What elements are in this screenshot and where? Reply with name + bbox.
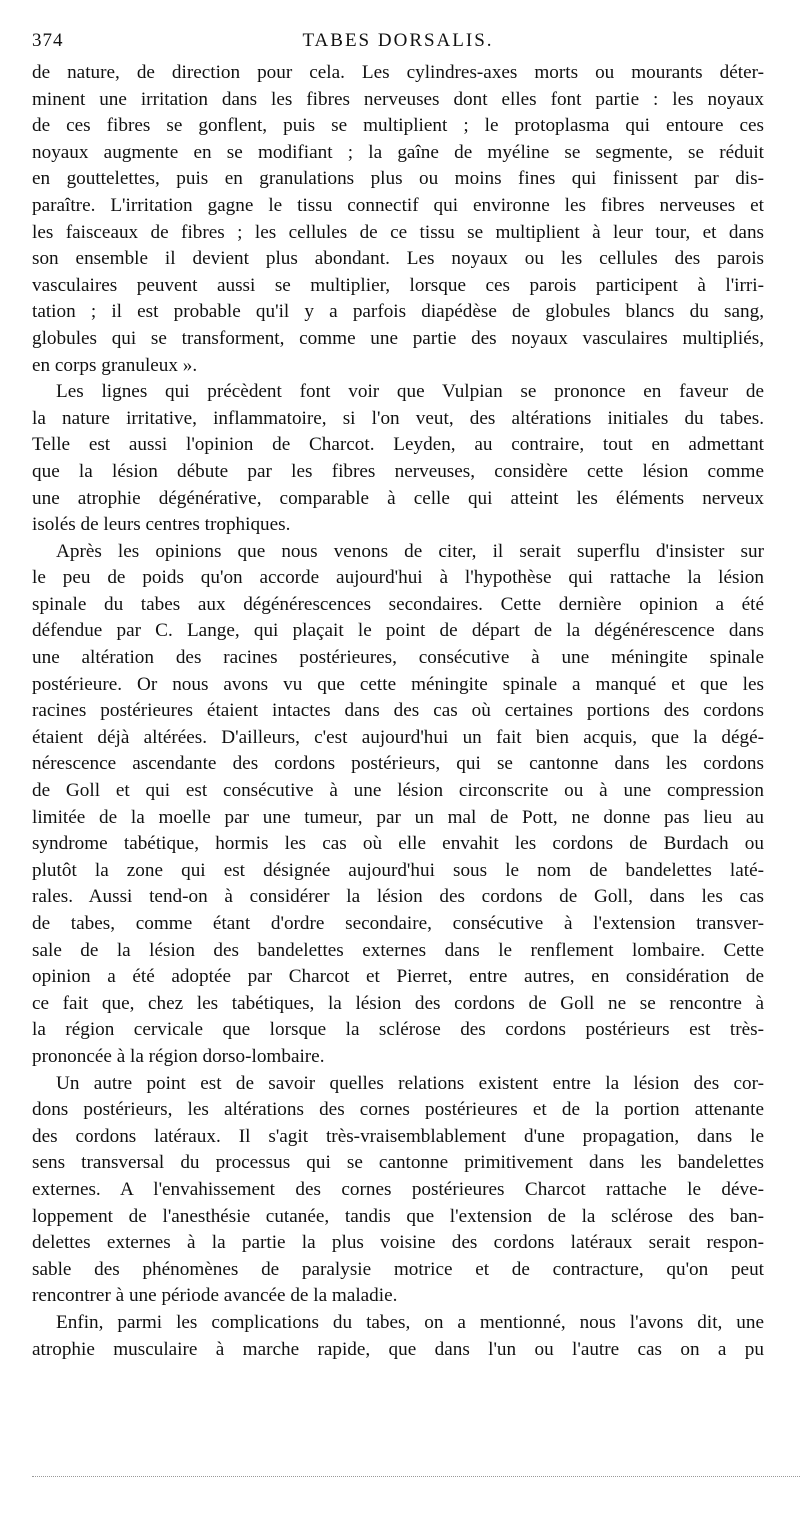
text-line: Telle est aussi l'opinion de Charcot. Leyden, au contraire, tout en admettant	[32, 434, 764, 456]
text-line: de tabes, comme étant d'ordre secondaire, consécutive à l'extension transver-	[32, 913, 764, 934]
footer-rule	[32, 1476, 800, 1478]
text-line: le peu de poids qu'on accorde aujourd'hui à l'hypothèse qui rattache la lésion	[32, 567, 764, 589]
text-line: syndrome tabétique, hormis les cas où elle envahit les cordons de Burdach ou	[32, 833, 764, 855]
text-line: racines postérieures étaient intactes dans des cas où certaines portions des cordons	[32, 700, 764, 722]
text-line: la région cervicale que lorsque la sclérose des cordons postérieurs est très-	[32, 1019, 764, 1041]
text-line: nérescence ascendante des cordons postérieurs, qui se cantonne dans les cordons	[32, 753, 764, 775]
text-line: globules qui se transforment, comme une partie des noyaux vasculaires multipliés,	[32, 327, 764, 349]
text-line: spinale du tabes aux dégénérescences secondaires. Cette dernière opinion a été	[32, 593, 764, 615]
text-line: Après les opinions que nous venons de citer, il serait superflu d'insister sur	[56, 540, 764, 562]
text-line: en gouttelettes, puis en granulations plus ou moins fines qui finissent par dis-	[32, 168, 764, 190]
text-line: que la lésion débute par les fibres nerveuses, considère cette lésion comme	[32, 460, 764, 482]
text-line: Enfin, parmi les complications du tabes, on a mentionné, nous l'avons dit, une	[56, 1311, 764, 1333]
text-line: tation ; il est probable qu'il y a parfois diapédèse de globules blancs du sang,	[32, 301, 764, 323]
page	[32, 26, 764, 1363]
running-header	[32, 26, 764, 54]
text-line: étaient déjà altérées. D'ailleurs, c'est aujourd'hui un fait bien acquis, que la dégé-	[32, 726, 764, 748]
text-line: postérieure. Or nous avons vu que cette méningite spinale a manqué et que les	[32, 673, 764, 695]
text-line: Un autre point est de savoir quelles relations existent entre la lésion des cor-	[56, 1072, 764, 1094]
text-line: minent une irritation dans les fibres nerveuses dont elles font partie : les noyaux	[32, 88, 764, 110]
text-line: rencontrer à une période avancée de la maladie.	[32, 1285, 398, 1307]
text-line: externes. A l'envahissement des cornes postérieures Charcot rattache le déve-	[32, 1178, 764, 1200]
text-line: prononcée à la région dorso-lombaire.	[32, 1045, 325, 1067]
text-line: défendue par C. Lange, qui plaçait le point de départ de la dégénérescence dans	[32, 620, 764, 642]
text-line: de ces fibres se gonflent, puis se multiplient ; le protoplasma qui entoure ces	[32, 115, 764, 137]
text-line: son ensemble il devient plus abondant. Les noyaux ou les cellules des parois	[32, 248, 764, 270]
text-line: delettes externes à la partie la plus voisine des cordons latéraux serait respon-	[32, 1232, 764, 1254]
text-line: des cordons latéraux. Il s'agit très-vraisemblablement d'une propagation, dans le	[32, 1125, 764, 1147]
text-line: plutôt la zone qui est désignée aujourd'hui sous le nom de bandelettes laté-	[32, 859, 764, 881]
text-line: sable des phénomènes de paralysie motrice et de contracture, qu'on peut	[32, 1258, 764, 1280]
text-line: dons postérieurs, les altérations des cornes postérieures et de la portion attenante	[32, 1099, 764, 1121]
page-number: 374	[32, 30, 64, 51]
text-line: la nature irritative, inflammatoire, si l'on veut, des altérations initiales du tabes.	[32, 407, 764, 429]
text-line: en corps granuleux ».	[32, 354, 198, 376]
text-line: opinion a été adoptée par Charcot et Pierret, entre autres, en considération de	[32, 966, 764, 988]
text-line: de Goll et qui est consécutive à une lésion circonscrite ou à une compression	[32, 780, 764, 802]
text-line: une altération des racines postérieures, consécutive à une méningite spinale	[32, 647, 764, 669]
text-line: ce fait que, chez les tabétiques, la lésion des cordons de Goll ne se rencontre à	[32, 992, 764, 1014]
text-line: de nature, de direction pour cela. Les cylindres-axes morts ou mourants déter-	[32, 62, 764, 83]
text-line: noyaux augmente en se modifiant ; la gaîne de myéline se segmente, se réduit	[32, 141, 764, 163]
text-line: vasculaires peuvent aussi se multiplier, lorsque ces parois participent à l'irri-	[32, 274, 764, 296]
text-line: rales. Aussi tend-on à considérer la lésion des cordons de Goll, dans les cas	[32, 886, 764, 908]
text-line: les faisceaux de fibres ; les cellules de ce tissu se multiplient à leur tour, et dans	[32, 221, 764, 243]
text-line: paraître. L'irritation gagne le tissu connectif qui environne les fibres nerveuses et	[32, 194, 764, 216]
text-line: une atrophie dégénérative, comparable à celle qui atteint les éléments nerveux	[32, 487, 764, 509]
body-text	[32, 60, 764, 1363]
text-line: sale de la lésion des bandelettes externes dans le renflement lombaire. Cette	[32, 939, 764, 961]
text-line: Les lignes qui précèdent font voir que Vulpian se prononce en faveur de	[56, 381, 764, 403]
text-line: sens transversal du processus qui se cantonne primitivement dans les bandelettes	[32, 1152, 764, 1174]
text-line: loppement de l'anesthésie cutanée, tandis que l'extension de la sclérose des ban-	[32, 1205, 764, 1227]
text-line: limitée de la moelle par une tumeur, par un mal de Pott, ne donne pas lieu au	[32, 806, 764, 828]
text-line: atrophie musculaire à marche rapide, que dans l'un ou l'autre cas on a pu	[32, 1338, 764, 1360]
text-line: isolés de leurs centres trophiques.	[32, 514, 291, 536]
running-title: TABES DORSALIS.	[302, 30, 494, 51]
